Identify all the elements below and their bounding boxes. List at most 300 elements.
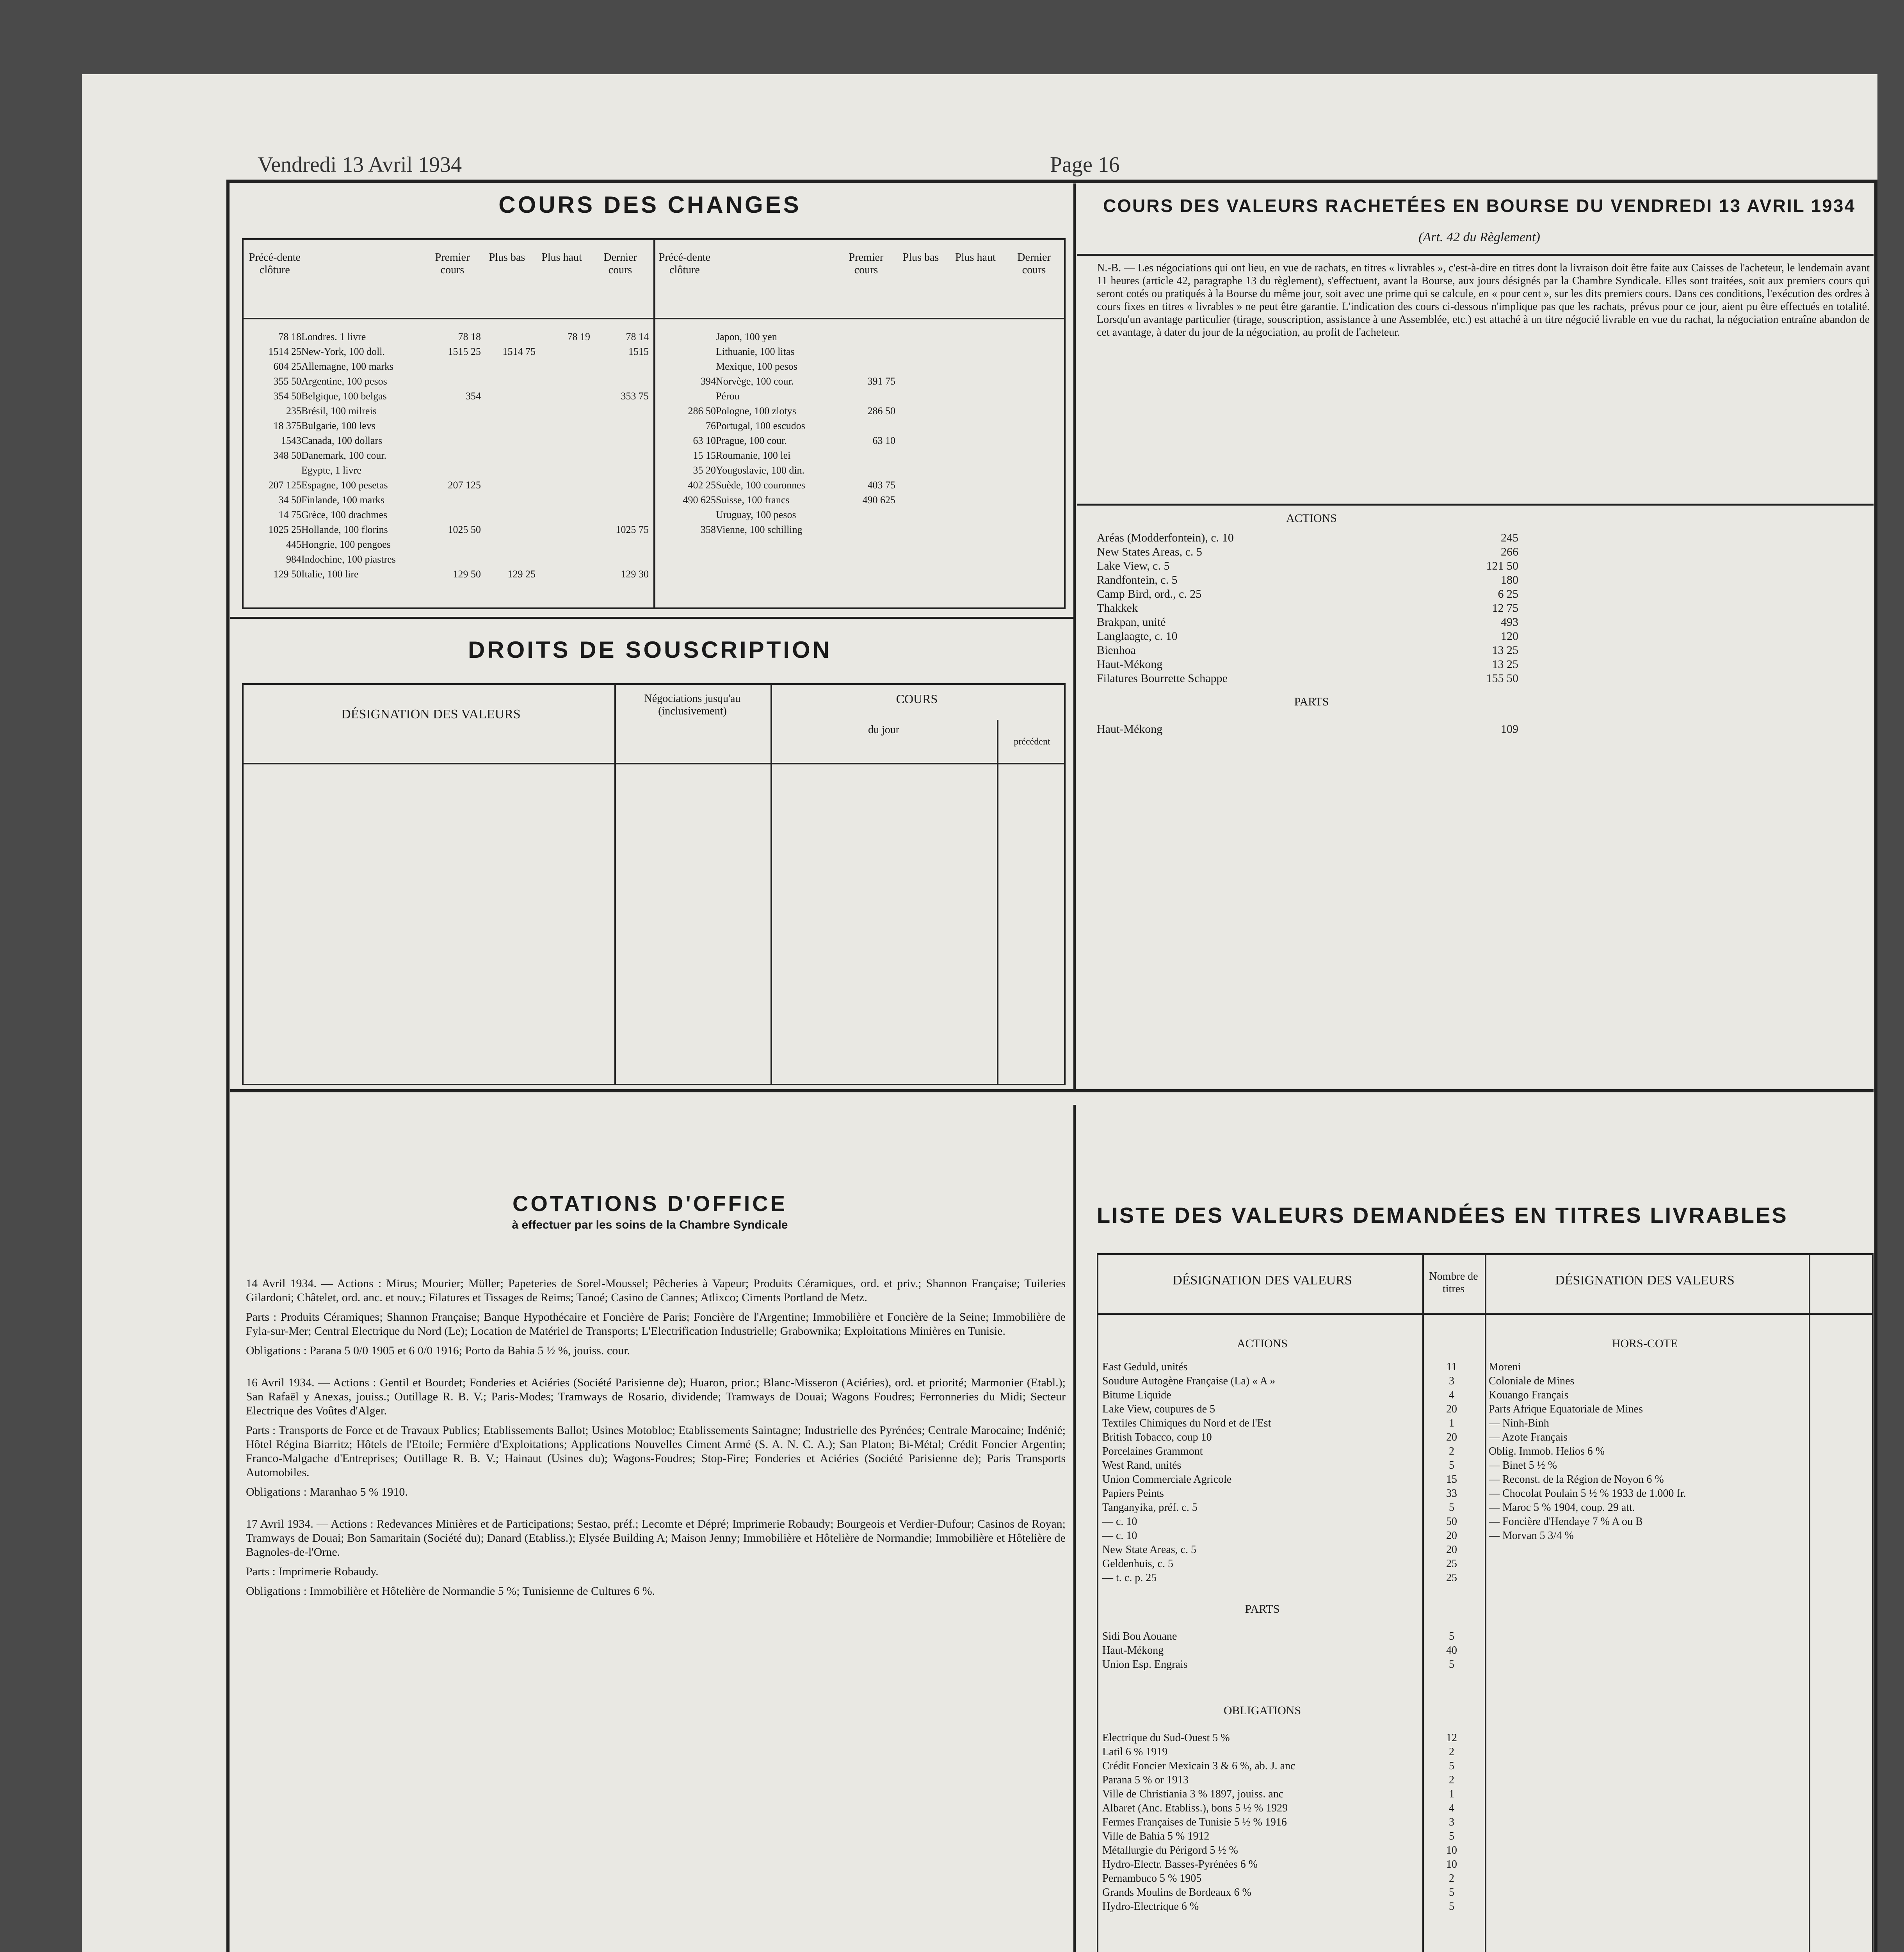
cell: Ville de Bahia 5 % 1912: [1102, 1830, 1210, 1842]
table-row: [661, 508, 1063, 522]
livrables-col-nombre: Nombre de titres: [1429, 1270, 1478, 1295]
table-row: [1102, 1571, 1483, 1585]
cell: Roumanie, 100 lei: [716, 450, 791, 461]
cell: Tanganyika, préf. c. 5: [1102, 1501, 1198, 1514]
cell: [481, 404, 536, 419]
table-row: [247, 344, 657, 359]
table-row: [1102, 1815, 1483, 1829]
cell: [1805, 1444, 1867, 1459]
cell: 984: [286, 554, 301, 565]
table-row: [1102, 1644, 1483, 1658]
cell: 5: [1449, 1658, 1454, 1671]
cell: [536, 478, 590, 493]
cell: [481, 374, 536, 389]
cell: New-York, 100 doll.: [301, 346, 385, 357]
cell: 120: [1501, 630, 1518, 643]
cell: 5: [1449, 1459, 1454, 1471]
cell: Parts Afrique Equatoriale de Mines: [1489, 1403, 1643, 1415]
table-row: [247, 552, 657, 567]
cell: 78 18: [458, 331, 481, 342]
cell: Japon, 100 yen: [716, 331, 777, 342]
souscription-col-precedent: précédent: [1014, 737, 1050, 747]
cell: Parana 5 % or 1913: [1102, 1774, 1189, 1786]
cell: 5: [1449, 1900, 1454, 1913]
cell: [536, 493, 590, 508]
cell: [247, 463, 301, 478]
cell: 10: [1446, 1844, 1457, 1856]
cell: Camp Bird, ord., c. 25: [1097, 588, 1202, 600]
rachetees-actions-list: [1097, 531, 1526, 686]
cell: [1805, 1473, 1867, 1487]
changes-col-first: Premier cours: [435, 251, 470, 276]
cell: 40: [1446, 1644, 1457, 1656]
cell: 3: [1449, 1816, 1454, 1828]
table-row: [661, 344, 1063, 359]
cell: Grèce, 100 drachmes: [301, 509, 388, 520]
cotations-paragraph: Parts : Produits Céramiques; Shannon Française; Banque Hypothécaire et Foncière de Paris; Foncière de l'Argentine; Immobilière et Foncière de la Seine; Immobilière de Fyla-sur-Mer; Central Electrique du Nord (Le); Location de Matériel de Transports; L'Electrification Industrielle; Grabownika; Exploitations Minières en Tunisie.: [246, 1311, 1066, 1338]
cotations-body: [246, 1277, 1066, 1616]
cell: 490 625: [683, 494, 716, 506]
cell: Portugal, 100 escudos: [716, 420, 805, 431]
cell: [661, 508, 716, 522]
cell: [426, 448, 481, 463]
page-date: Vendredi 13 Avril 1934: [258, 153, 462, 177]
rachetees-note: N.-B. — Les négociations qui ont lieu, en vue de rachats, en titres « livrables », c'est-à-dire en titres dont la livraison doit être faite aux Caisses de l'acheteur, le lendemain avant 11 heures (article 42, paragraphe 13 du règlement), s'effectuent, avant la Bourse, aux jours désignés par la Chambre Syndicale. Elles sont traitées, soit aux premiers cours qui seront cotés ou pratiqués à la Bourse du même jour, soit avec une prime qui se calcule, en « pour cent », sur les dits premiers cours. Dans ces conditions, l'exécution des ordres à cours fixes en titres « livrables » ne peut être garantie. L'indication des cours ci-dessous n'implique pas que les rachats, prévus pour ce jour, aient pu être effectués en totalité. Lorsqu'un avantage particulier (tirage, souscription, assistance à une Assemblée, etc.) est attaché à un titre négocié livrable en vue du rachat, la négociation entraîne abandon de cet avantage, à dater du jour de la négociation, au profit de l'acheteur.: [1097, 262, 1870, 338]
cell: Latil 6 % 1919: [1102, 1746, 1168, 1758]
cotations-paragraph: Parts : Imprimerie Robaudy.: [246, 1565, 379, 1578]
cell: [895, 404, 950, 419]
cell: 18 375: [273, 420, 301, 431]
table-row: [1097, 671, 1526, 686]
cell: [950, 433, 1005, 448]
cell: [426, 433, 481, 448]
table-row: [247, 478, 657, 493]
table-row: [247, 508, 657, 522]
table-row: [661, 522, 1063, 537]
divider-top: [1073, 183, 1076, 1089]
cell: [536, 344, 590, 359]
cell: 50: [1446, 1516, 1457, 1528]
rachetees-subtitle: (Art. 42 du Règlement): [1418, 230, 1540, 244]
cell: 25: [1446, 1572, 1457, 1584]
cell: 5: [1449, 1886, 1454, 1899]
cell: 11: [1446, 1361, 1457, 1373]
cell: Kouango Français: [1489, 1389, 1569, 1401]
cell: 25: [1446, 1558, 1457, 1570]
cell: [536, 404, 590, 419]
cell: 2: [1449, 1774, 1454, 1786]
cell: Lithuanie, 100 litas: [716, 346, 795, 357]
cell: [426, 537, 481, 552]
changes-header-rule: [244, 318, 1064, 319]
cell: 1515 25: [448, 346, 481, 357]
cell: Prague, 100 cour.: [716, 435, 787, 446]
cell: [481, 522, 536, 537]
livrables-vrule-2: [1485, 1255, 1486, 1952]
cell: [1005, 522, 1063, 537]
cell: [536, 448, 590, 463]
cell: 2: [1449, 1872, 1454, 1884]
cell: [590, 448, 649, 463]
table-row: [1097, 615, 1526, 629]
table-row: [661, 329, 1063, 344]
cell: [1005, 344, 1063, 359]
cell: [950, 448, 1005, 463]
changes-col-last-2: Dernier cours: [1017, 251, 1051, 276]
cell: [536, 389, 590, 404]
cell: [426, 463, 481, 478]
changes-title: COURS DES CHANGES: [498, 192, 801, 218]
cell: 403 75: [867, 479, 895, 491]
table-row: [1102, 1900, 1483, 1914]
cell: Randfontein, c. 5: [1097, 573, 1178, 586]
livrables-actions-list: [1102, 1360, 1483, 1585]
cell: [481, 433, 536, 448]
cotations-paragraph: Obligations : Immobilière et Hôtelière de Normandie 5 %; Tunisienne de Cultures 6 %.: [246, 1585, 655, 1598]
cell: 493: [1501, 616, 1518, 629]
cell: [1805, 1360, 1867, 1374]
cell: Coloniale de Mines: [1489, 1375, 1575, 1387]
cell: — Azote Français: [1489, 1431, 1568, 1443]
cell: 355 50: [273, 376, 301, 387]
cell: Crédit Foncier Mexicain 3 & 6 %, ab. J. anc: [1102, 1760, 1295, 1772]
table-row: [1489, 1430, 1871, 1444]
cell: Suisse, 100 francs: [716, 494, 790, 506]
cell: — Chocolat Poulain 5 ½ % 1933 de 1.000 fr.: [1489, 1487, 1686, 1500]
cell: [1005, 433, 1063, 448]
cell: Métallurgie du Périgord 5 ½ %: [1102, 1844, 1238, 1856]
table-row: [1489, 1374, 1871, 1388]
cell: Albaret (Anc. Etabliss.), bons 5 ½ % 1929: [1102, 1802, 1288, 1814]
cell: [841, 329, 895, 344]
changes-col-high-2: Plus haut: [955, 251, 996, 264]
livrables-horscote-list: [1489, 1360, 1871, 1543]
cell: Danemark, 100 cour.: [301, 450, 387, 461]
cell: [1005, 374, 1063, 389]
changes-table: [242, 238, 1066, 609]
cell: [536, 567, 590, 582]
table-row: [1102, 1529, 1483, 1543]
cell: Belgique, 100 belgas: [301, 390, 387, 402]
cell: Bienhoa: [1097, 644, 1136, 657]
rachetees-rule: [1077, 254, 1874, 256]
cell: [950, 463, 1005, 478]
table-row: [1102, 1858, 1483, 1872]
table-row: [1489, 1416, 1871, 1430]
cell: — Binet 5 ½ %: [1489, 1459, 1557, 1471]
table-row: [1102, 1388, 1483, 1402]
cell: Moreni: [1489, 1361, 1521, 1373]
cell: [895, 493, 950, 508]
table-row: [247, 359, 657, 374]
table-row: [1102, 1787, 1483, 1801]
cell: [661, 359, 716, 374]
cell: [536, 537, 590, 552]
cell: [950, 508, 1005, 522]
changes-col-prev-2: Précé-dente clôture: [658, 251, 711, 276]
table-row: [1489, 1515, 1871, 1529]
changes-col-low: Plus bas: [489, 251, 525, 264]
cell: 348 50: [273, 450, 301, 461]
cell: Geldenhuis, c. 5: [1102, 1558, 1173, 1570]
rachetees-note-rule: [1077, 504, 1874, 506]
cell: 245: [1501, 531, 1518, 544]
table-row: [1102, 1430, 1483, 1444]
cell: 604 25: [273, 361, 301, 372]
cell: [481, 329, 536, 344]
table-row: [1489, 1388, 1871, 1402]
cell: Hydro-Electr. Basses-Pyrénées 6 %: [1102, 1858, 1258, 1870]
table-row: [661, 374, 1063, 389]
table-row: [1102, 1543, 1483, 1557]
cell: [1805, 1430, 1867, 1444]
cell: [1005, 463, 1063, 478]
cell: — t. c. p. 25: [1102, 1572, 1157, 1584]
livrables-obligations-label: OBLIGATIONS: [1223, 1704, 1301, 1717]
cell: [895, 522, 950, 537]
cell: [426, 374, 481, 389]
table-row: [1102, 1501, 1483, 1515]
cell: 5: [1449, 1501, 1454, 1514]
cell: 2: [1449, 1445, 1454, 1457]
cell: Electrique du Sud-Ouest 5 %: [1102, 1732, 1230, 1744]
livrables-actions-label: ACTIONS: [1237, 1337, 1288, 1350]
souscription-top-rule: [230, 617, 1073, 619]
cell: West Rand, unités: [1102, 1459, 1182, 1471]
table-row: [1489, 1459, 1871, 1473]
table-row: [1102, 1658, 1483, 1672]
cotations-paragraph: Obligations : Maranhao 5 % 1910.: [246, 1485, 408, 1498]
cell: [661, 344, 716, 359]
cell: 358: [701, 524, 716, 535]
cell: [590, 404, 649, 419]
cell: Papiers Peints: [1102, 1487, 1164, 1500]
cell: [895, 359, 950, 374]
cell: [895, 448, 950, 463]
table-row: [1489, 1501, 1871, 1515]
cell: 78 19: [567, 331, 590, 342]
cell: 12 75: [1492, 602, 1518, 614]
cell: Bulgarie, 100 levs: [301, 420, 375, 431]
livrables-col-designation-2: DÉSIGNATION DES VALEURS: [1555, 1273, 1735, 1288]
cell: [481, 508, 536, 522]
cell: 35 20: [693, 465, 716, 476]
cell: 13 25: [1492, 644, 1518, 657]
cell: [481, 552, 536, 567]
table-row: [1102, 1773, 1483, 1787]
rachetees-parts-list: [1097, 722, 1526, 736]
table-row: [1097, 657, 1526, 671]
table-row: [247, 433, 657, 448]
cell: 12: [1446, 1732, 1457, 1744]
cell: [950, 404, 1005, 419]
souscription-title: DROITS DE SOUSCRIPTION: [468, 637, 832, 663]
livrables-table: [1097, 1253, 1874, 1952]
cell: 78 18: [278, 331, 301, 342]
cell: [590, 493, 649, 508]
cell: [841, 389, 895, 404]
cell: 121 50: [1486, 559, 1518, 572]
cell: [1805, 1416, 1867, 1430]
cell: [481, 463, 536, 478]
cell: [950, 493, 1005, 508]
cell: [841, 508, 895, 522]
table-row: [661, 478, 1063, 493]
cell: [590, 478, 649, 493]
cell: Haut-Mékong: [1097, 658, 1163, 671]
cell: [536, 522, 590, 537]
cell: 1025 50: [448, 524, 481, 535]
cell: Espagne, 100 pesetas: [301, 479, 388, 491]
table-row: [1102, 1829, 1483, 1843]
cotations-paragraph: Obligations : Parana 5 0/0 1905 et 6 0/0 1916; Porto da Bahia 5 ½ %, jouiss. cour.: [246, 1344, 630, 1357]
cell: 4: [1449, 1802, 1454, 1814]
table-row: [247, 537, 657, 552]
cell: Grands Moulins de Bordeaux 6 %: [1102, 1886, 1251, 1899]
cell: [481, 419, 536, 433]
cell: [426, 493, 481, 508]
cell: British Tobacco, coup 10: [1102, 1431, 1212, 1443]
cell: 394: [701, 376, 716, 387]
cell: Brakpan, unité: [1097, 616, 1166, 629]
cell: 1515: [628, 346, 649, 357]
cell: Hydro-Electrique 6 %: [1102, 1900, 1199, 1913]
cell: [1005, 478, 1063, 493]
cell: — Ninh-Binh: [1489, 1417, 1549, 1429]
changes-col-first-2: Premier cours: [849, 251, 884, 276]
cell: [1805, 1388, 1867, 1402]
livrables-obligations-list: [1102, 1731, 1483, 1914]
cell: 78 14: [626, 331, 649, 342]
cell: 3: [1449, 1375, 1454, 1387]
cell: 1025 75: [616, 524, 649, 535]
cell: 490 625: [862, 494, 895, 506]
souscription-vrule-3: [997, 720, 998, 1084]
table-row: [1102, 1759, 1483, 1773]
cell: [590, 419, 649, 433]
table-row: [661, 493, 1063, 508]
cell: [481, 478, 536, 493]
cell: [1805, 1487, 1867, 1501]
cell: Filatures Bourrette Schappe: [1097, 672, 1228, 685]
cell: [426, 508, 481, 522]
cell: [1805, 1515, 1867, 1529]
table-row: [1097, 722, 1526, 736]
cell: 5: [1449, 1760, 1454, 1772]
cotations-title: COTATIONS D'OFFICE: [512, 1191, 788, 1216]
table-row: [661, 404, 1063, 419]
cell: [590, 463, 649, 478]
table-row: [1102, 1843, 1483, 1858]
cell: [895, 344, 950, 359]
cell: 402 25: [688, 479, 716, 491]
table-row: [661, 419, 1063, 433]
table-row: [1102, 1459, 1483, 1473]
cell: 353 75: [621, 390, 649, 402]
cell: Mexique, 100 pesos: [716, 361, 797, 372]
table-row: [1097, 559, 1526, 573]
table-row: [1102, 1473, 1483, 1487]
cell: Fermes Françaises de Tunisie 5 ½ % 1916: [1102, 1816, 1287, 1828]
cell: 13 25: [1492, 658, 1518, 671]
cell: Pérou: [716, 390, 740, 402]
changes-split: [653, 240, 655, 607]
cell: Norvège, 100 cour.: [716, 376, 794, 387]
cell: [536, 463, 590, 478]
cell: [841, 448, 895, 463]
cell: 1514 25: [268, 346, 301, 357]
table-row: [1097, 545, 1526, 559]
changes-col-low-2: Plus bas: [902, 251, 939, 264]
cell: 1543: [281, 435, 301, 446]
table-row: [1489, 1360, 1871, 1374]
table-row: [1102, 1444, 1483, 1459]
cell: 391 75: [867, 376, 895, 387]
cell: 15: [1446, 1473, 1457, 1485]
cell: 34 50: [278, 494, 301, 506]
cell: Bitume Liquide: [1102, 1389, 1171, 1401]
cell: [590, 359, 649, 374]
cell: [1805, 1374, 1867, 1388]
table-row: [247, 374, 657, 389]
souscription-header-rule: [244, 763, 1064, 764]
livrables-title: LISTE DES VALEURS DEMANDÉES EN TITRES LIVRABLES: [1097, 1203, 1788, 1227]
cell: 76: [706, 420, 716, 431]
cell: [481, 359, 536, 374]
table-row: [1102, 1515, 1483, 1529]
cell: — Foncière d'Hendaye 7 % A ou B: [1489, 1516, 1643, 1528]
livrables-parts-list: [1102, 1630, 1483, 1672]
cell: 109: [1501, 723, 1518, 736]
livrables-header-rule: [1098, 1313, 1872, 1315]
table-row: [247, 463, 657, 478]
rachetees-actions-label: ACTIONS: [1286, 512, 1337, 525]
cell: 266: [1501, 545, 1518, 558]
cell: 129 30: [621, 568, 649, 580]
cell: [950, 478, 1005, 493]
table-row: [1097, 573, 1526, 587]
souscription-col-cours: COURS: [896, 692, 938, 706]
cell: [1805, 1402, 1867, 1416]
cell: 1: [1449, 1788, 1454, 1800]
souscription-col-jour: du jour: [868, 724, 900, 736]
cell: [590, 374, 649, 389]
table-row: [661, 448, 1063, 463]
cell: 14 75: [278, 509, 301, 520]
table-row: [1489, 1444, 1871, 1459]
cell: 5: [1449, 1830, 1454, 1842]
cell: 20: [1446, 1431, 1457, 1443]
table-row: [661, 359, 1063, 374]
table-row: [1489, 1402, 1871, 1416]
cell: [950, 344, 1005, 359]
cell: — c. 10: [1102, 1530, 1137, 1542]
table-row: [1489, 1473, 1871, 1487]
cotations-paragraph: 16 Avril 1934. — Actions : Gentil et Bourdet; Fonderies et Aciéries (Société Parisienne de); Huaron, prior.; Blanc-Misseron (Aciéries), ord. et priorité; Marmonier (Etabl.); San Rafaël y Anexas, jouiss.; Outillage R. B. V.; Paris-Modes; Tramways de Rosario, dividende; Tramways de Douai; Wagons Foudres; Ferronneries du Midi; Secteur Electrique des Voûtes d'Alger.: [246, 1376, 1066, 1417]
cell: Ville de Christiania 3 % 1897, jouiss. anc: [1102, 1788, 1284, 1800]
cell: [536, 508, 590, 522]
table-row: [1097, 531, 1526, 545]
cell: 1: [1449, 1417, 1454, 1429]
table-row: [1102, 1801, 1483, 1815]
cell: 155 50: [1486, 672, 1518, 685]
table-row: [247, 404, 657, 419]
cell: Italie, 100 lire: [301, 568, 359, 580]
cell: [1005, 389, 1063, 404]
cell: [590, 552, 649, 567]
cell: [841, 522, 895, 537]
table-row: [1102, 1360, 1483, 1374]
